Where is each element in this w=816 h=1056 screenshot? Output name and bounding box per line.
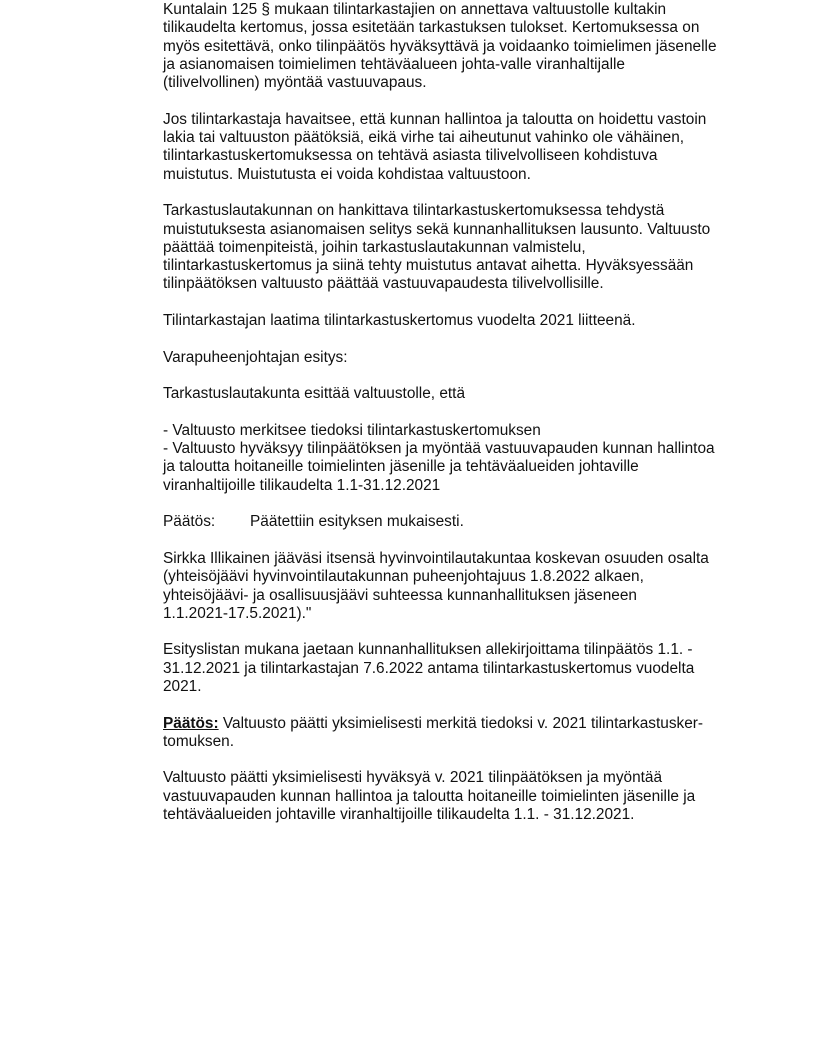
text-line: 1.1.2021-17.5.2021)." [163, 604, 312, 622]
final-paragraph [163, 769, 717, 824]
paragraph [163, 111, 717, 184]
text-line: Tarkastuslautakunnan on hankittava tilintarkastuskertomuksessa tehdystä [163, 202, 665, 220]
decision-line-1 [163, 513, 717, 531]
text-line: tilintarkastuskertomuksessa on tehtävä asiasta tilivelvolliseen kohdistuva [163, 147, 658, 165]
text-line: 31.12.2021 ja tilintarkastajan 7.6.2022 antama tilintarkastuskertomus vuodelta [163, 659, 695, 677]
text-line: Kuntalain 125 § mukaan tilintarkastajien on annettava valtuustolle kultakin [163, 1, 667, 18]
text-line: (yhteisöjäävi hyvinvointilautakunnan puheenjohtajuus 1.8.2022 alkaen, [163, 568, 644, 586]
text-line: myös esitettävä, onko tilinpäätös hyväksyttävä ja voidaanko toimielimen jäsenelle [163, 37, 717, 55]
text-line: ja asianomaisen toimielimen tehtäväalueen johta-valle viranhaltijalle [163, 55, 625, 73]
text-line: Sirkka Illikainen jääväsi itsensä hyvinvointilautakuntaa koskevan osuuden osalta [163, 549, 709, 567]
decision-paragraph-2 [163, 715, 717, 752]
paragraphs-section-2 [163, 550, 717, 715]
paragraphs-section-1 [163, 1, 717, 513]
text-line: Esityslistan mukana jaetaan kunnanhallituksen allekirjoittama tilinpäätös 1.1. - [163, 641, 693, 659]
text-line: tehtäväalueiden johtaville viranhaltijoille tilikaudelta 1.1. - 31.12.2021. [163, 806, 635, 824]
text-line: tilintarkastuskertomus ja siinä tehty muistutus antavat aihetta. Hyväksyessään [163, 257, 694, 275]
paragraph [163, 385, 717, 403]
paragraph [163, 202, 717, 293]
text-line: Tarkastuslautakunta esittää valtuustolle, että [163, 385, 466, 403]
text-line: muistutuksesta asianomaisen selitys sekä kunnanhallituksen lausunto. Valtuusto [163, 220, 711, 238]
text-line: Tilintarkastajan laatima tilintarkastuskertomus vuodelta 2021 liitteenä. [163, 312, 636, 330]
text-line: yhteisöjäävi- ja osallisuusjäävi suhteessa kunnanhallituksen jäseneen [163, 586, 637, 604]
text-line: lakia tai valtuuston päätöksiä, eikä virhe tai aiheutunut vahinko ole vähäinen, [163, 129, 685, 147]
text-line: (tilivelvollinen) myöntää vastuuvapaus. [163, 74, 427, 92]
text-line: Valtuusto päätti yksimielisesti hyväksyä v. 2021 tilinpäätöksen ja myöntää [163, 769, 663, 787]
decision-text-line: tomuksen. [163, 732, 235, 750]
text-line: - Valtuusto merkitsee tiedoksi tilintarkastuskertomuksen [163, 421, 541, 439]
text-line: Jos tilintarkastaja havaitsee, että kunnan hallintoa ja taloutta on hoidettu vastoin [163, 110, 707, 128]
text-line: päättää toimenpiteistä, joihin tarkastuslautakunnan valmistelu, [163, 238, 586, 256]
text-line: viranhaltijoille tilikaudelta 1.1-31.12.2021 [163, 476, 441, 494]
paragraph [163, 312, 717, 330]
decision-text: Päätettiin esityksen mukaisesti. [250, 513, 464, 531]
text-line: ja taloutta hoitaneille toimielinten jäsenille ja tehtäväalueiden johtaville [163, 458, 639, 476]
text-line: vastuuvapauden kunnan hallintoa ja taloutta hoitaneille toimielinten jäsenille ja [163, 787, 696, 805]
decision-label: Päätös: [163, 513, 216, 531]
document-body [163, 1, 717, 824]
paragraph [163, 1, 717, 92]
text-line: - Valtuusto hyväksyy tilinpäätöksen ja myöntää vastuuvapauden kunnan hallintoa [163, 440, 715, 458]
paragraph [163, 349, 717, 367]
text-line: Varapuheenjohtajan esitys: [163, 348, 348, 366]
paragraph [163, 422, 717, 495]
text-line: muistutus. Muistutusta ei voida kohdistaa valtuustoon. [163, 165, 531, 183]
text-line: 2021. [163, 677, 202, 695]
paragraph [163, 641, 717, 696]
text-line: tilikaudelta kertomus, jossa esitetään tarkastuksen tulokset. Kertomuksessa on [163, 19, 700, 37]
decision-label-bold: Päätös: [163, 714, 219, 732]
paragraph [163, 550, 717, 623]
text-line: tilinpäätöksen valtuusto päättää vastuuvapaudesta tilivelvollisille. [163, 275, 604, 293]
decision-text-line: Valtuusto päätti yksimielisesti merkitä tiedoksi v. 2021 tilintarkastusker- [218, 714, 704, 732]
